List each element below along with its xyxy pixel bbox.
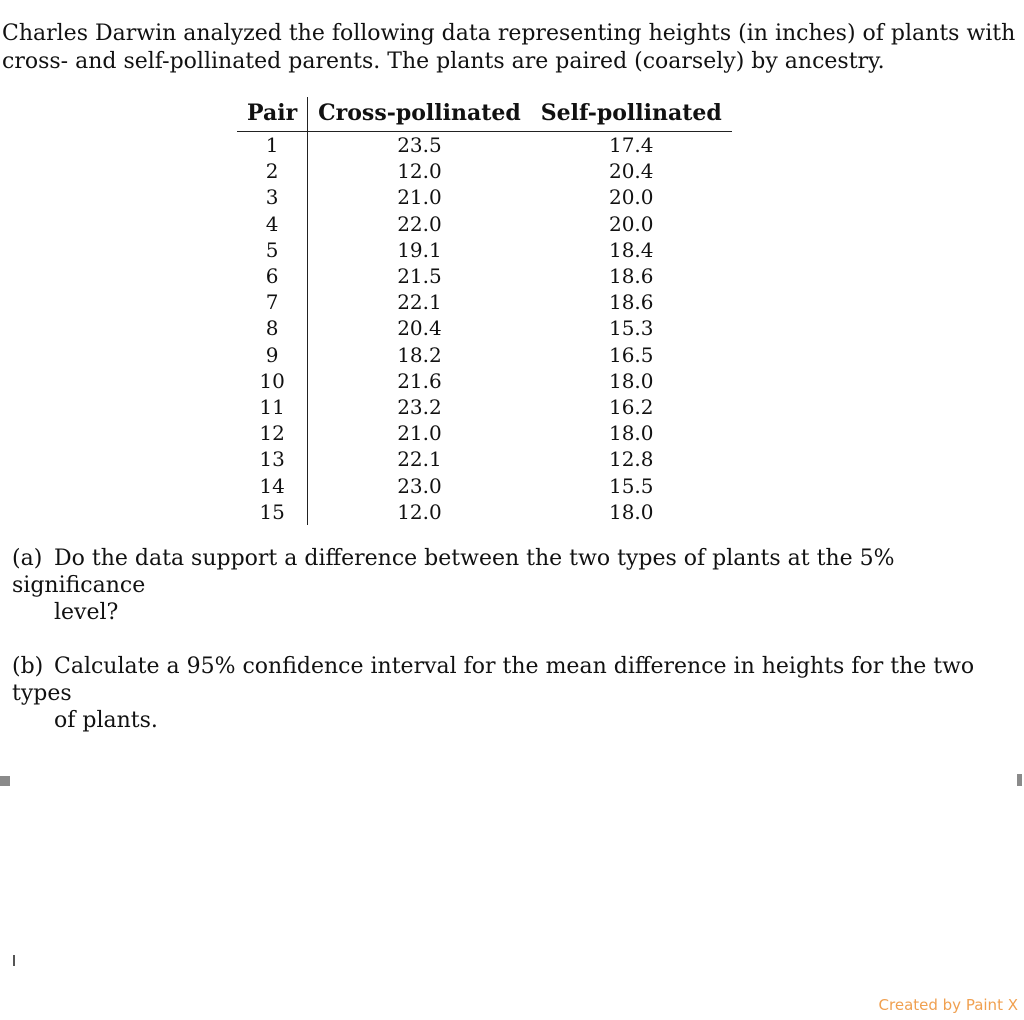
cell-cross-pollinated: 12.0	[397, 499, 442, 524]
cell-pair: 7	[237, 289, 308, 315]
cell-cross-pollinated: 23.5	[397, 133, 442, 158]
right-scroll-marker	[1017, 774, 1022, 786]
header-self-pollinated: Self-pollinated	[531, 97, 732, 132]
table-header-row	[237, 97, 732, 132]
cell-cross-pollinated: 22.0	[397, 211, 442, 236]
watermark-text: Created by Paint X	[878, 996, 1018, 1014]
cell-pair: 11	[237, 394, 308, 420]
question-a-text-line-1: Do the data support a difference between the two types of plants at the 5% significance	[12, 546, 895, 598]
table-row	[237, 263, 732, 289]
cell-cross-pollinated: 23.2	[397, 394, 442, 419]
table-row	[237, 368, 732, 394]
cell-self-pollinated: 18.0	[608, 368, 654, 393]
cell-self-pollinated: 17.4	[608, 133, 654, 158]
table-row	[237, 158, 732, 184]
header-pair: Pair	[237, 97, 308, 132]
cell-pair: 12	[237, 420, 308, 446]
cell-self-pollinated: 16.2	[608, 394, 654, 419]
cell-self-pollinated: 18.0	[608, 499, 654, 524]
cell-cross-pollinated: 21.0	[397, 185, 442, 210]
cell-cross-pollinated: 12.0	[397, 159, 442, 184]
cell-pair: 3	[237, 184, 308, 210]
cell-self-pollinated: 15.3	[608, 316, 654, 341]
cell-self-pollinated: 20.4	[608, 159, 654, 184]
cell-pair: 2	[237, 158, 308, 184]
table-row	[237, 342, 732, 368]
table-body	[237, 132, 732, 525]
table-row	[237, 184, 732, 210]
table-row	[237, 499, 732, 525]
question-a	[12, 545, 1002, 626]
cell-cross-pollinated: 20.4	[397, 316, 442, 341]
question-b-text-line-2: of plants.	[54, 708, 158, 733]
cell-self-pollinated: 12.8	[608, 447, 654, 472]
intro-line-2: cross- and self-pollinated parents. The plants are paired (coarsely) by ancestry.	[2, 49, 885, 74]
cell-self-pollinated: 20.0	[608, 185, 654, 210]
table-row	[237, 420, 732, 446]
cell-pair: 14	[237, 472, 308, 498]
cell-pair: 9	[237, 342, 308, 368]
intro-line-1: Charles Darwin analyzed the following data representing heights (in inches) of plants with	[2, 21, 1016, 46]
cell-cross-pollinated: 22.1	[397, 447, 442, 472]
question-b-label: (b)	[12, 654, 44, 679]
table-row	[237, 446, 732, 472]
table-row	[237, 394, 732, 420]
cell-pair: 15	[237, 499, 308, 525]
table-row	[237, 315, 732, 341]
question-a-label: (a)	[12, 546, 43, 571]
table-row	[237, 289, 732, 315]
cell-cross-pollinated: 21.6	[397, 368, 442, 393]
table-row	[237, 132, 732, 159]
cell-self-pollinated: 16.5	[608, 342, 654, 367]
question-b-text-line-1: Calculate a 95% confidence interval for the mean difference in heights for the two types	[12, 654, 975, 706]
cell-pair: 5	[237, 237, 308, 263]
cell-cross-pollinated: 22.1	[397, 290, 442, 315]
cell-pair: 8	[237, 315, 308, 341]
cell-cross-pollinated: 19.1	[397, 237, 442, 262]
text-cursor-mark	[13, 955, 15, 966]
cell-pair: 6	[237, 263, 308, 289]
cell-self-pollinated: 20.0	[608, 211, 654, 236]
cell-self-pollinated: 18.6	[608, 290, 654, 315]
cell-pair: 4	[237, 211, 308, 237]
header-cross-pollinated: Cross-pollinated	[308, 97, 531, 132]
table-row	[237, 472, 732, 498]
table-row	[237, 237, 732, 263]
cell-cross-pollinated: 21.5	[397, 264, 442, 289]
cell-cross-pollinated: 18.2	[397, 342, 442, 367]
cell-self-pollinated: 15.5	[608, 473, 654, 498]
question-b	[12, 653, 1002, 734]
cell-cross-pollinated: 23.0	[397, 473, 442, 498]
intro-paragraph	[2, 20, 1016, 76]
cell-cross-pollinated: 21.0	[397, 421, 442, 446]
left-scroll-marker	[0, 776, 10, 786]
question-a-text-line-2: level?	[54, 600, 119, 625]
cell-pair: 10	[237, 368, 308, 394]
cell-pair: 1	[237, 132, 308, 159]
plant-heights-table	[237, 97, 732, 525]
cell-self-pollinated: 18.4	[608, 237, 654, 262]
table-row	[237, 211, 732, 237]
cell-self-pollinated: 18.6	[608, 264, 654, 289]
cell-pair: 13	[237, 446, 308, 472]
cell-self-pollinated: 18.0	[608, 421, 654, 446]
